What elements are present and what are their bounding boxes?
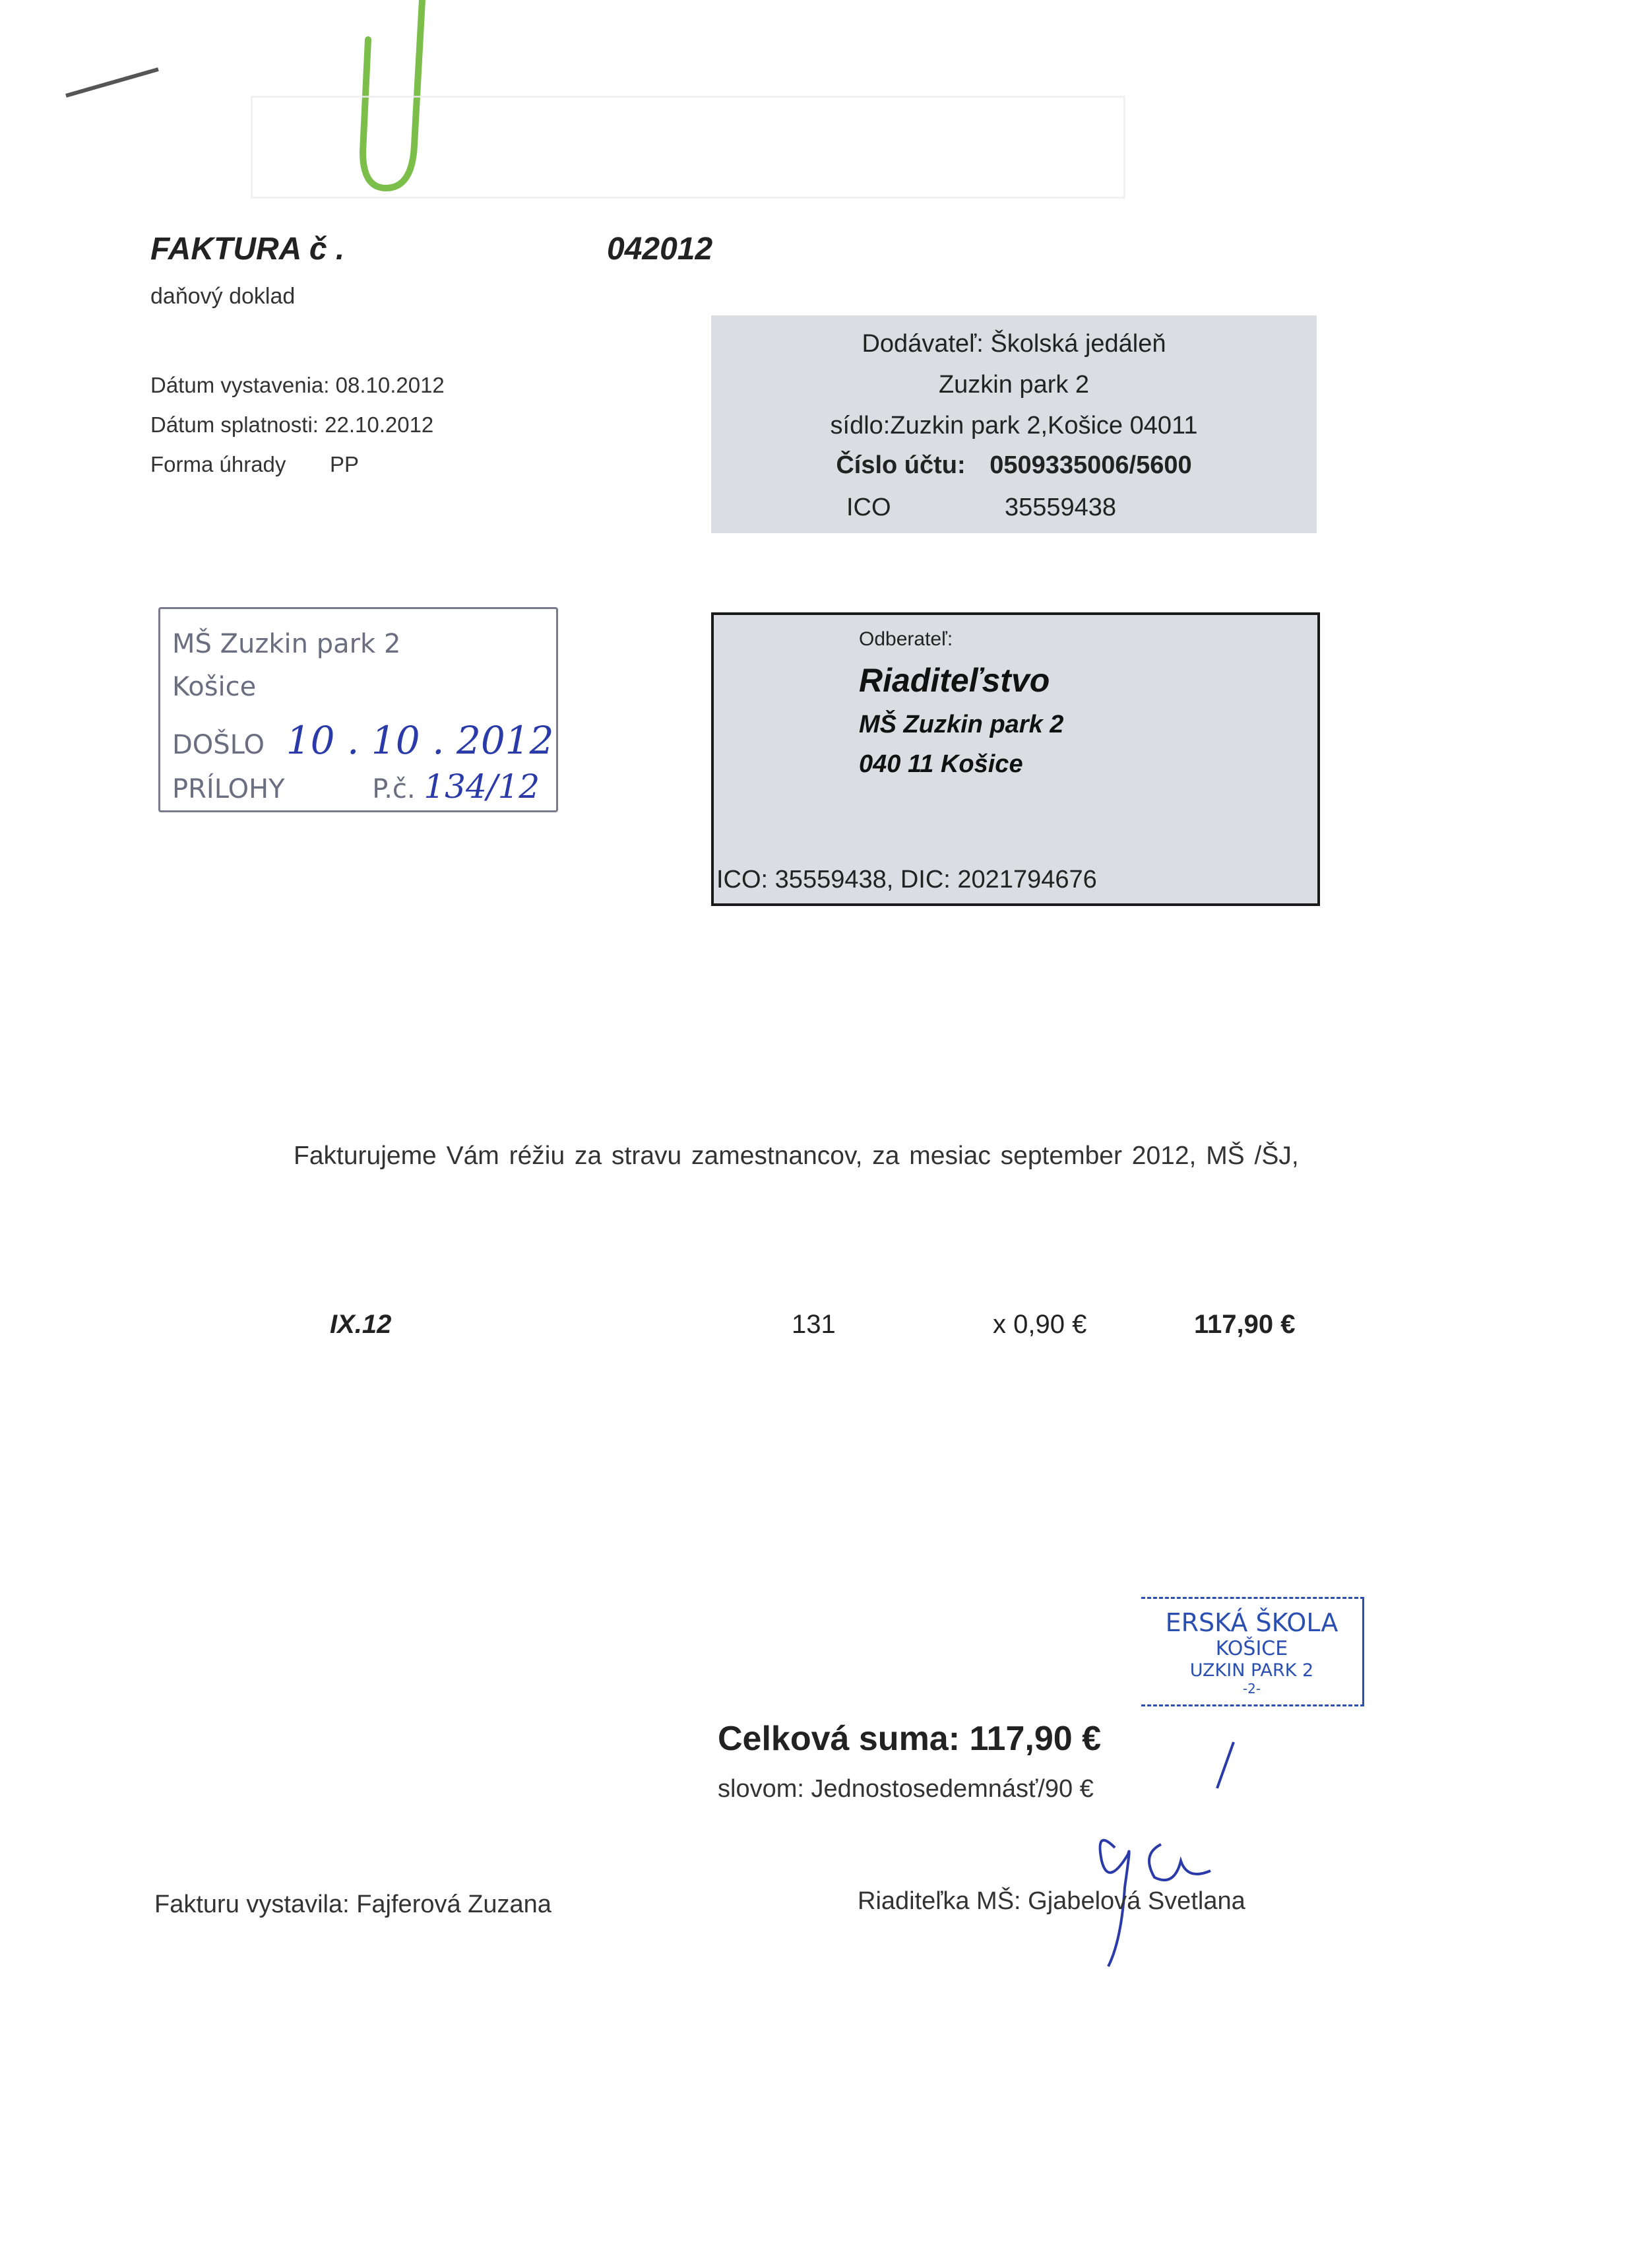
- stamp-attachments-label: PRÍLOHY: [172, 774, 285, 804]
- payment-form-label: Forma úhrady: [150, 452, 286, 476]
- stamp-received: [172, 718, 554, 763]
- account-label: Číslo účtu:: [836, 451, 966, 479]
- customer-line3: 040 11 Košice: [859, 750, 1023, 778]
- director-name: Riaditeľka MŠ: Gjabelová Svetlana: [858, 1887, 1245, 1915]
- payment-form-value: PP: [330, 452, 360, 476]
- stamp-org: MŠ Zuzkin park 2: [172, 629, 401, 659]
- item-unit-price: x 0,90 €: [993, 1310, 1087, 1339]
- director-signature: [1069, 1729, 1267, 1980]
- customer-label: Odberateľ:: [859, 628, 953, 650]
- stamp-received-label: DOŠLO: [172, 730, 265, 760]
- item-period: IX.12: [330, 1310, 392, 1339]
- invoice-description: Fakturujeme Vám réžiu za stravu zamestnancov, za mesiac september 2012, MŠ /ŠJ,: [294, 1142, 1299, 1170]
- supplier-address: Zuzkin park 2: [938, 371, 1090, 399]
- invoice-subtitle: daňový doklad: [150, 284, 296, 309]
- supplier-name: Dodávateľ: Školská jedáleň: [862, 330, 1166, 358]
- supplier-ico-value: 35559438: [1005, 494, 1117, 521]
- supplier-seat: sídlo:Zuzkin park 2,Košice 04011: [830, 412, 1198, 439]
- supplier-box: [711, 315, 1317, 533]
- item-quantity: 131: [792, 1310, 836, 1339]
- school-stamp-line3: UZKIN PARK 2: [1189, 1660, 1314, 1681]
- stamp-city: Košice: [172, 672, 257, 702]
- issue-date: Dátum vystavenia: 08.10.2012: [150, 373, 445, 397]
- invoice-title: FAKTURA č .: [150, 232, 345, 267]
- customer-box: [711, 612, 1320, 906]
- customer-ids: ICO: 35559438, DIC: 2021794676: [716, 866, 1097, 893]
- school-stamp: [1141, 1597, 1364, 1706]
- total-amount: Celková suma: 117,90 €: [718, 1720, 1102, 1758]
- stamp-reg-value: 134/12: [424, 767, 540, 806]
- supplier-account: [711, 451, 1317, 480]
- school-stamp-line2: KOŠICE: [1215, 1637, 1288, 1660]
- customer-name: Riaditeľstvo: [859, 662, 1050, 699]
- stamp-attachments: [172, 767, 540, 806]
- account-value: 0509335006/5600: [990, 451, 1192, 479]
- received-stamp: [158, 607, 558, 812]
- issued-by: Fakturu vystavila: Fajferová Zuzana: [154, 1891, 551, 1918]
- school-stamp-line1: ERSKÁ ŠKOLA: [1165, 1608, 1338, 1637]
- total-in-words: slovom: Jednostosedemnásť/90 €: [718, 1775, 1094, 1803]
- customer-line2: MŠ Zuzkin park 2: [859, 711, 1064, 738]
- invoice-number: 042012: [607, 232, 713, 267]
- item-amount: 117,90 €: [1194, 1310, 1296, 1339]
- stamp-reg-label: P.č.: [372, 774, 416, 804]
- school-stamp-line4: -2-: [1242, 1681, 1261, 1697]
- stamp-received-date: 10 . 10 . 2012: [286, 718, 554, 763]
- show-through-marks: [251, 96, 1125, 199]
- supplier-ico-label: ICO: [846, 494, 891, 521]
- due-date: Dátum splatnosti: 22.10.2012: [150, 412, 434, 437]
